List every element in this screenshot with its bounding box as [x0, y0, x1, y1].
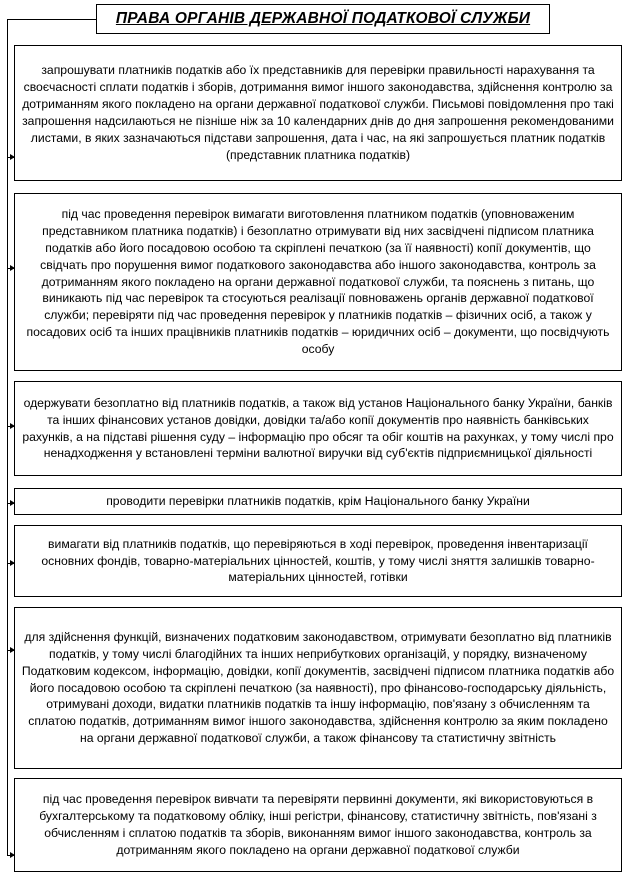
right-box-6	[14, 607, 622, 769]
right-text-5: вимагати від платників податків, що перевіряються в ході перевірок, проведення інвентаризації основних фондів, товарно-матеріальних цінностей, коштів, у тому числі зняття залишків товарно-матеріальних цінностей, готівки	[41, 536, 595, 585]
right-box-1	[14, 45, 622, 181]
connector-arrow-3	[7, 426, 14, 427]
right-box-2	[14, 193, 622, 371]
title-box	[96, 4, 550, 34]
connector-arrow-6	[7, 650, 14, 651]
connector-arrow-4	[7, 503, 14, 504]
right-box-7	[14, 778, 622, 872]
right-text-2: під час проведення перевірок вимагати виготовлення платником податків (уповноваженим представником платника податків) і безоплатно отримувати від них засвідчені підписом платника податків або його посадовою особою та скріплені печаткою (за її наявності) копії документів, що свідчать про порушення вимог податкового законодавства або іншого законодавства, контроль за дотриманням якого покладено на органи державної податкової служби, та пояснень з питань, що виникають під час перевірок та стосуються реалізації повноважень органів державної податкової служби; перевіряти під час проведення перевірок у платників податків – фізичних осіб, а також у посадових осіб та інших працівників платників податків – юридичних осіб – документи, що посвідчують особу	[26, 206, 610, 357]
right-box-3	[14, 381, 622, 476]
right-box-4	[14, 488, 622, 515]
right-text-7: під час проведення перевірок вивчати та перевіряти первинні документи, які використовуються в бухгалтерському та податковому обліку, інші регістри, фінансову, статистичну звітність, пов'язані з обчисленням і сплатою податків та зборів, виконанням вимог іншого законодавства, контроль за дотриманням якого покладено на органи державної податкової служби	[39, 792, 597, 857]
connector-title-link	[7, 19, 96, 20]
connector-arrow-7	[7, 855, 14, 856]
right-text-1: запрошувати платників податків або їх представників для перевірки правильності нарахування та своєчасності сплати податків і зборів, дотримання вимог іншого законодавства, здійснення контролю за дотриманням якого покладено на органи державної податкової служби. Письмові повідомлення про такі запрошення надсилаються не пізніше ніж за 10 календарних днів до дня запрошення рекомендованими листами, в яких зазначаються підстави запрошення, дата і час, на які запрошується платник податків (представник платника податків)	[22, 63, 614, 162]
connector-arrow-2	[7, 268, 14, 269]
diagram-title: ПРАВА ОРГАНІВ ДЕРЖАВНОЇ ПОДАТКОВОЇ СЛУЖБИ	[115, 10, 531, 27]
right-text-4: проводити перевірки платників податків, крім Національного банку України	[106, 494, 530, 509]
right-text-3: одержувати безоплатно від платників податків, а також від установ Національного банку України, банків та інших фінансових установ довідки, довідки та/або копії документів про наявність банківських рахунків, а на підставі рішення суду – інформацію про обсяг та обіг коштів на рахунках, у тому числі про ненадходження у встановлені терміни валютної виручки від суб'єктів підприємницької діяльності	[22, 395, 614, 461]
right-text-6: для здійснення функцій, визначених податковим законодавством, отримувати безоплатно від платників податків, у тому числі благодійних та інших неприбуткових організацій, у порядку, визначеному Податковим кодексом, інформацію, довідки, копії документів, засвідчені підписом платника податків або його посадовою особою та скріплені печаткою (за наявності), про фінансово-господарську діяльність, отримувані доходи, видатки платників податків та іншу інформацію, пов'язану з обчисленням та сплатою податків, дотриманням вимог іншого законодавства, здійснення контролю за яким покладено на органи державної податкової служби, а також фінансову та статистичну звітність	[21, 629, 615, 746]
connector-arrow-5	[7, 563, 14, 564]
right-box-5	[14, 525, 622, 597]
connector-arrow-1	[7, 157, 14, 158]
connector-stem	[7, 19, 8, 856]
